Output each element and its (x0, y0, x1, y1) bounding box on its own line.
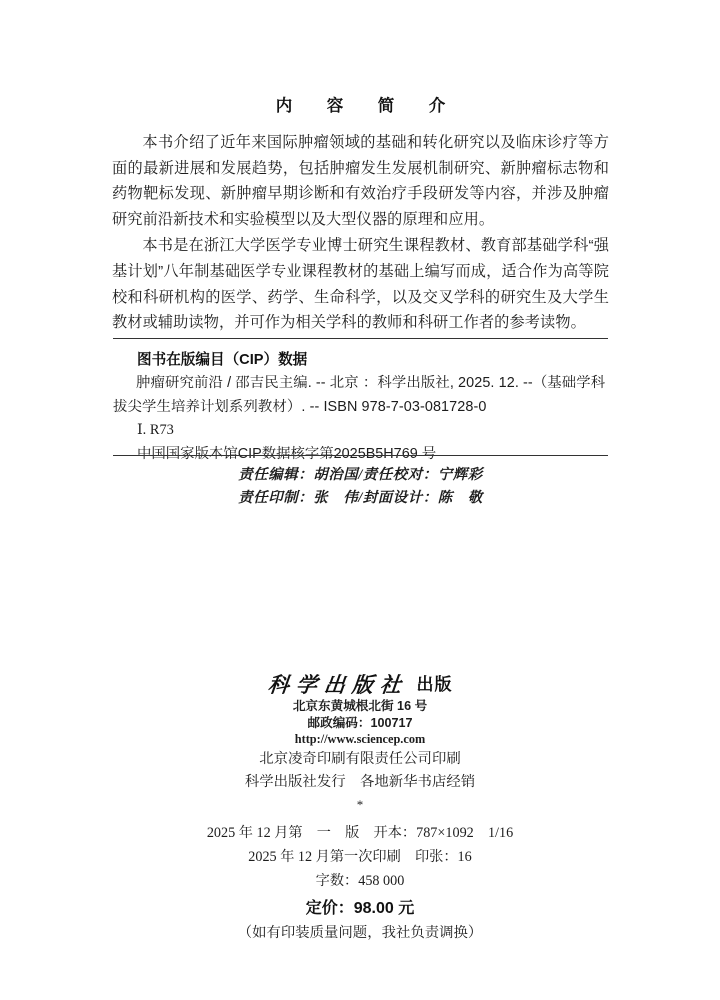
abstract-title: 内 容 简 介 (275, 97, 455, 115)
printer-name: 北京凌奇印刷有限责任公司印刷 (259, 751, 461, 767)
publisher-row (0, 672, 720, 698)
edition-line: 2025 年 12 月第 一 版 开本：787×1092 1/16 (206, 825, 514, 841)
credit-production-line: 责任印制：张 伟/封面设计：陈 敬 (238, 489, 483, 506)
science-press-logo: 科学出版社 (266, 673, 409, 697)
cip-section (113, 338, 608, 473)
credits-content (113, 456, 608, 509)
publisher-address: 北京东黄城根北街 16 号 (292, 699, 428, 713)
quality-note-line: （如有印装质量问题，我社负责调换） (237, 925, 483, 941)
abstract-paragraph-1: 本书介绍了近年来国际肿瘤领域的基础和转化研究以及临床诊疗等方面的最新进展和发展趋势，包括肿瘤发生发展机制研究、新肿瘤标志物和药物靶标发现、新肿瘤早期诊断和有效治疗手段研发等内容，并涉及肿瘤研究前沿新技术和实验模型以及大型仪器的原理和应用。 (112, 134, 609, 228)
cip-content (113, 339, 608, 473)
colophon-section (0, 672, 720, 945)
publication-specs (0, 821, 720, 893)
abstract-section (112, 92, 609, 336)
distribution-line: 科学出版社发行 各地新华书店经销 (244, 774, 476, 790)
abstract-paragraph-2: 本书是在浙江大学医学专业博士研究生课程教材、教育部基础学科“强基计划”八年制基础医学专业课程教材的基础上编写而成，适合作为高等院校和科研机构的医学、药学、生命科学，以及交叉学科的研究生及大学生教材或辅助读物，并可作为相关学科的教师和科研工作者的参考读物。 (112, 237, 609, 332)
separator-asterisk: * (356, 797, 364, 812)
publisher-postcode: 邮政编码：100717 (307, 715, 413, 730)
cip-record-number: 中国国家版本馆CIP数据核字第2025B5H769 号 (137, 445, 437, 462)
wordcount-line: 字数：458 000 (315, 873, 405, 889)
cip-heading: 图书在版编目（CIP）数据 (137, 352, 308, 368)
cip-classification: Ⅰ. R73 (137, 422, 174, 438)
impression-line: 2025 年 12 月第一次印刷 印张：16 (248, 849, 472, 865)
publisher-suffix-label: 出版 (416, 675, 453, 694)
price-line: 定价：98.00 元 (305, 900, 415, 917)
cip-entry: 肿瘤研究前沿 / 邵吉民主编. -- 北京 ：科学出版社, 2025. 12. --（基础学科拔尖学生培养计划系列教材）. -- ISBN 978-7-03-081728-0 (113, 375, 606, 415)
credits-section (113, 455, 608, 509)
publisher-url[interactable]: http://www.sciencep.com (294, 732, 426, 746)
credit-editor-line: 责任编辑：胡治国/责任校对：宁辉彩 (238, 467, 483, 483)
